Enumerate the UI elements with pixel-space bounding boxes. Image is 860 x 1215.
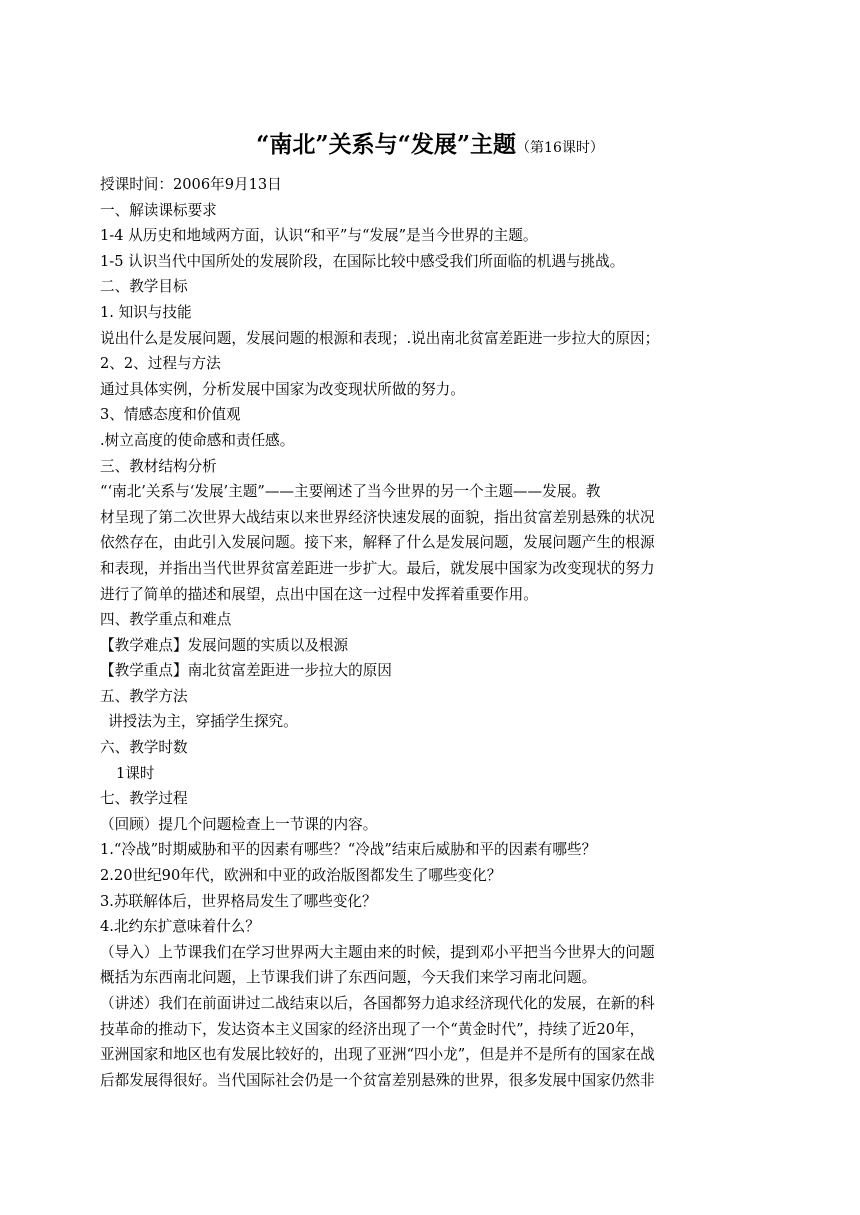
subsection-heading: 1. 知识与技能 <box>100 303 192 321</box>
paragraph-line: 进行了简单的描述和展望，点出中国在这一过程中发挥着重要作用。 <box>100 585 538 603</box>
paragraph-line: “‘南北’关系与‘发展’主题”——主要阐述了当今世界的另一个主题——发展。教 <box>100 483 601 501</box>
text-line: 通过具体实例，分析发展中国家为改变现状所做的努力。 <box>100 380 465 398</box>
key-point: 【教学重点】南北贫富差距进一步拉大的原因 <box>100 662 392 680</box>
text-line: 1课时 <box>116 764 155 782</box>
section-heading: 四、教学重点和难点 <box>100 611 232 629</box>
question-item: 1.“冷战”时期威胁和平的因素有哪些？“冷战”结束后威胁和平的因素有哪些？ <box>100 841 597 859</box>
section-heading: 五、教学方法 <box>100 687 188 705</box>
text-line: 讲授法为主，穿插学生探究。 <box>108 713 298 731</box>
paragraph-line: 后都发展得很好。当代国际社会仍是一个贫富差别悬殊的世界，很多发展中国家仍然非 <box>100 1071 655 1089</box>
section-heading: 一、解读课标要求 <box>100 201 217 219</box>
section-heading: 二、教学目标 <box>100 278 188 296</box>
standard-item: 1-4 从历史和地域两方面，认识“和平”与“发展”是当今世界的主题。 <box>100 227 538 245</box>
question-item: 3.苏联解体后，世界格局发生了哪些变化？ <box>100 892 377 910</box>
text-line: 说出什么是发展问题，发展问题的根源和表现；.说出南北贫富差距进一步拉大的原因； <box>100 329 660 347</box>
text-line: .树立高度的使命感和责任感。 <box>100 431 295 449</box>
text-line: （回顾）提几个问题检查上一节课的内容。 <box>100 815 378 833</box>
question-item: 2.20世纪90年代，欧洲和中亚的政治版图都发生了哪些变化？ <box>100 867 502 885</box>
class-date: 授课时间：2006年9月13日 <box>100 176 282 193</box>
paragraph-line: 概括为东西南北问题，上节课我们讲了东西问题，今天我们来学习南北问题。 <box>100 969 597 987</box>
paragraph-line: 亚洲国家和地区也有发展比较好的，出现了亚洲“四小龙”，但是并不是所有的国家在战 <box>100 1046 655 1064</box>
paragraph-line: （导入）上节课我们在学习世界两大主题由来的时候，提到邓小平把当今世界大的问题 <box>100 943 655 961</box>
title-main: “南北”关系与“发展”主题 <box>256 131 517 158</box>
key-point: 【教学难点】发展问题的实质以及根源 <box>100 636 349 654</box>
subsection-heading: 3、情感态度和价值观 <box>100 406 241 424</box>
document-body <box>100 172 766 1093</box>
section-heading: 七、教学过程 <box>100 790 188 808</box>
paragraph-line: 和表现，并指出当代世界贫富差距进一步扩大。最后，就发展中国家为改变现状的努力 <box>100 559 655 577</box>
standard-item: 1-5 认识当代中国所处的发展阶段，在国际比较中感受我们所面临的机遇与挑战。 <box>100 252 625 270</box>
document-title <box>0 128 860 165</box>
question-item: 4.北约东扩意味着什么？ <box>100 918 260 936</box>
paragraph-line: （讲述）我们在前面讲过二战结束以后，各国都努力追求经济现代化的发展，在新的科 <box>100 995 655 1012</box>
section-heading: 六、教学时数 <box>100 739 188 757</box>
paragraph-line: 技革命的推动下，发达资本主义国家的经济出现了一个“黄金时代”，持续了近20年， <box>100 1020 645 1038</box>
title-lesson-number: （第16课时） <box>516 140 604 156</box>
section-heading: 三、教材结构分析 <box>100 457 217 475</box>
paragraph-line: 材呈现了第二次世界大战结束以来世界经济快速发展的面貌，指出贫富差别悬殊的状况 <box>100 508 655 526</box>
subsection-heading: 2、2、过程与方法 <box>100 355 221 373</box>
paragraph-line: 依然存在，由此引入发展问题。接下来，解释了什么是发展问题，发展问题产生的根源 <box>100 534 655 552</box>
